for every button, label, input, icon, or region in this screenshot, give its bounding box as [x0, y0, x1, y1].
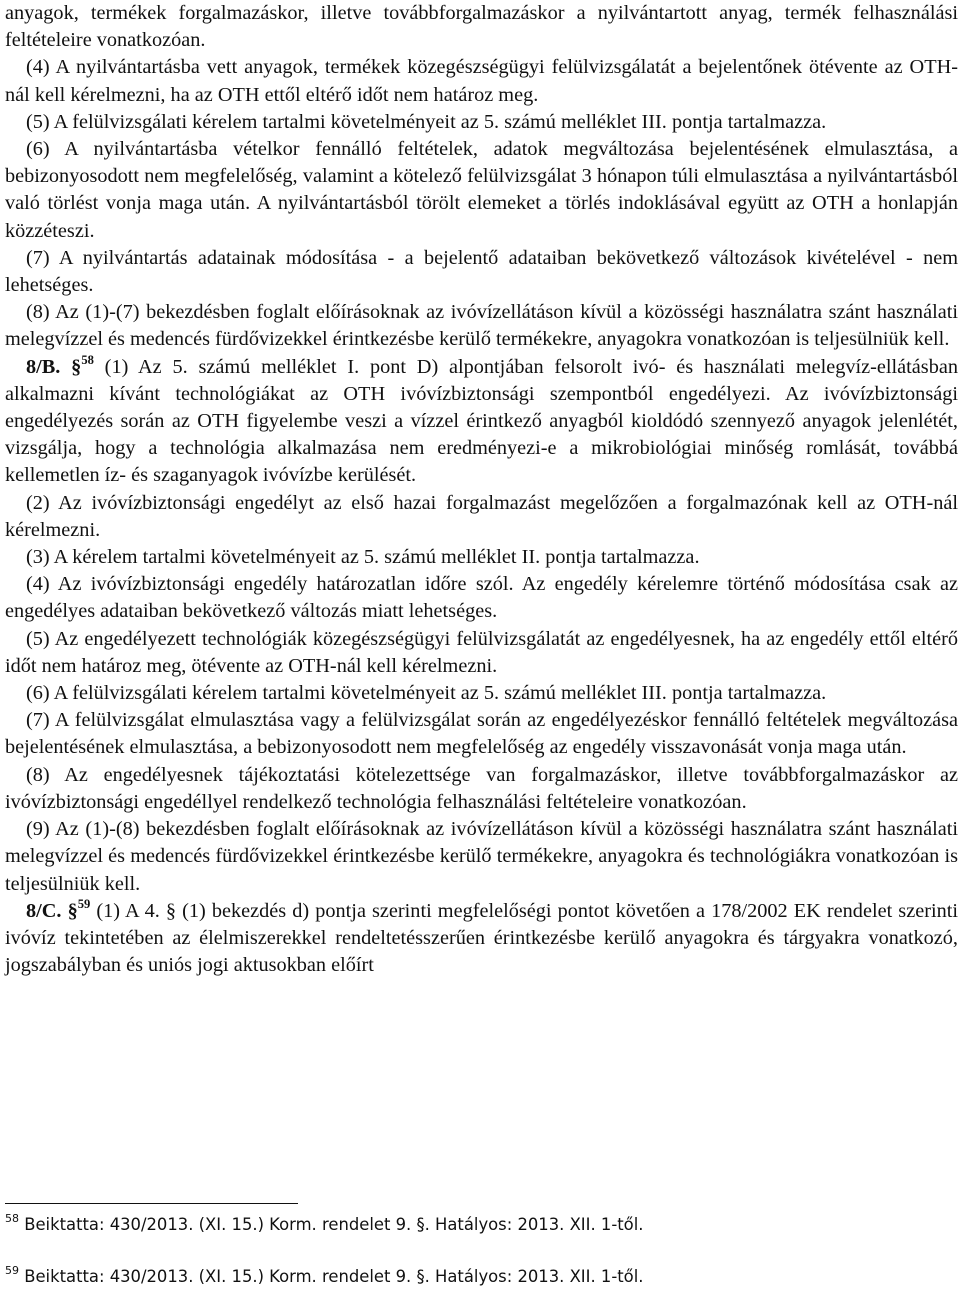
paragraph: (8) Az (1)-(7) bekezdésben foglalt előírásoknak az ivóvízellátáson kívül a közösségi használatra szánt használati melegvízzel és medencés fürdővizekkel érintkezésbe kerülő termékekre, anyagokra vonatkozóan is teljesülniük kell.	[5, 301, 958, 351]
footnote-text: Beiktatta: 430/2013. (XI. 15.) Korm. rendelet 9. §. Hatályos: 2013. XII. 1-től.	[24, 1215, 644, 1234]
footnote	[5, 1214, 643, 1236]
footnote-separator	[5, 1203, 298, 1204]
footnote-number: 58	[5, 1212, 19, 1226]
paragraph: (9) Az (1)-(8) bekezdésben foglalt előírásoknak az ivóvízellátáson kívül a közösségi használatra szánt használati melegvízzel és medencés fürdővizekkel érintkezésbe kerülő termékekre, anyagokra és technológiákra vonatkozóan is teljesülniük kell.	[5, 818, 958, 895]
section-heading: 8/B. §	[26, 355, 82, 378]
paragraph: (7) A felülvizsgálat elmulasztása vagy a felülvizsgálat során az engedélyezéskor fennálló feltételek megváltozása bejelentésének elmulasztása, a bebizonyosodott nem megfelelőség az engedély visszavonását vonja maga után.	[5, 709, 958, 759]
paragraph-text: (1) A 4. § (1) bekezdés d) pontja szerinti megfelelőségi pontot követően a 178/2002 EK rendelet szerinti ivóvíz tekintetében az élelmiszerekkel rendeltetésszerűen érintkezésbe kerülő anyagokra és tárgyakra vonatkozó, jogszabályban és uniós jogi aktusokban előírt	[5, 899, 958, 977]
paragraph-text: (1) Az 5. számú melléklet I. pont D) alpontjában felsorolt ivó- és használati melegvíz-ellátásban alkalmazni kívánt technológiákat az OTH ivóvízbiztonsági szempontból engedélyezi. Az ivóvízbiztonsági engedélyezés során az OTH figyelembe veszi a vízzel érintkező anyagból kioldódó szennyező anyagok jelenlétét, vizsgálja, hogy a technológia alkalmazása nem eredményezi-e a mikrobiológiai minőség romlását, továbbá kellemetlen íz- és szaganyagok ivóvízbe kerülését.	[5, 355, 958, 487]
paragraph: (3) A kérelem tartalmi követelményeit az 5. számú melléklet II. pontja tartalmazza.	[26, 546, 700, 569]
paragraph: (7) A nyilvántartás adatainak módosítása - a bejelentő adataiban bekövetkező változások kivételével - nem lehetséges.	[5, 246, 958, 297]
section-paragraph	[5, 898, 958, 980]
section-paragraph	[5, 354, 958, 490]
paragraph: (4) Az ivóvízbiztonsági engedély határozatlan időre szól. Az engedély kérelemre történő módosítása csak az engedélyes adataiban bekövetkező változás miatt lehetséges.	[5, 573, 958, 623]
paragraph: (4) A nyilvántartásba vett anyagok, termékek közegészségügyi felülvizsgálatát a bejelentőnek ötévente az OTH-nál kell kérelmezni, ha az OTH ettől eltérő időt nem határoz meg.	[5, 56, 958, 106]
section-heading: 8/C. §	[26, 899, 78, 922]
paragraph: (6) A nyilvántartásba vételkor fennálló feltételek, adatok megváltozása bejelentésének elmulasztása, a bebizonyosodott nem megfelelőség, valamint a kötelező felülvizsgálat 3 hónapon túli elmulasztása a nyilvántartásból való törlést vonja maga után. A nyilvántartásból törölt elemeket a törlés indoklásával együtt az OTH a honlapján közzéteszi.	[5, 138, 958, 242]
paragraph: (5) Az engedélyezett technológiák közegészségügyi felülvizsgálatát az engedélyesnek, ha az engedély ettől eltérő időt nem határoz meg, ötévente az OTH-nál kell kérelmezni.	[5, 627, 958, 677]
footnote-ref[interactable]: 58	[81, 352, 94, 367]
paragraph: (8) Az engedélyesnek tájékoztatási kötelezettsége van forgalmazáskor, illetve továbbforgalmazáskor az ivóvízbiztonsági engedéllyel rendelkező technológia felhasználási feltételeire vonatkozóan.	[5, 763, 958, 813]
document-body	[5, 0, 958, 979]
paragraph: (5) A felülvizsgálati kérelem tartalmi követelményeit az 5. számú melléklet III. pontja tartalmazza.	[26, 110, 827, 133]
footnote-number: 59	[5, 1264, 19, 1278]
paragraph: anyagok, termékek forgalmazáskor, illetve továbbforgalmazáskor a nyilvántartott anyag, termék felhasználási feltételeire vonatkozóan.	[5, 2, 958, 52]
paragraph: (6) A felülvizsgálati kérelem tartalmi követelményeit az 5. számú melléklet III. pontja tartalmazza.	[26, 682, 827, 705]
footnote-text: Beiktatta: 430/2013. (XI. 15.) Korm. rendelet 9. §. Hatályos: 2013. XII. 1-től.	[24, 1267, 644, 1286]
footnote-ref[interactable]: 59	[77, 896, 91, 911]
footnote	[5, 1266, 643, 1288]
paragraph: (2) Az ivóvízbiztonsági engedélyt az első hazai forgalmazást megelőzően a forgalmazónak kell az OTH-nál kérelmezni.	[5, 491, 958, 541]
